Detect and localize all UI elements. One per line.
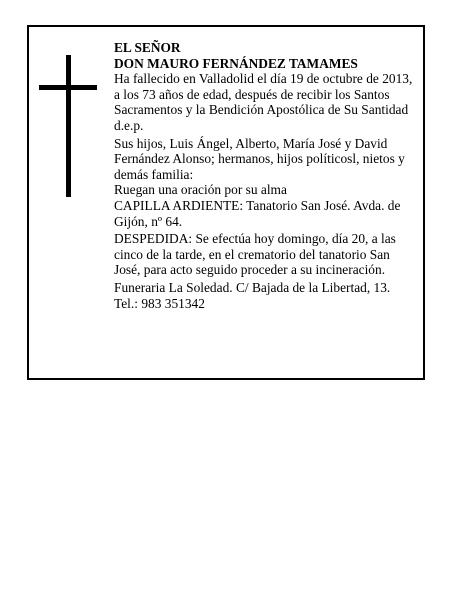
text-line: d.e.p.: [114, 117, 144, 133]
text-line: CAPILLA ARDIENTE: Tanatorio San José. Avda. de: [114, 197, 401, 213]
text-line: José, para acto seguido proceder a su incineración.: [114, 262, 386, 278]
family-paragraph: [114, 136, 419, 183]
chapel-paragraph: [114, 198, 419, 229]
funeral-home-paragraph: [114, 280, 419, 311]
text-line: Ruegan una oración por su alma: [114, 182, 287, 198]
death-announcement-paragraph: [114, 71, 419, 133]
cross-icon: [39, 55, 97, 197]
farewell-paragraph: [114, 231, 419, 278]
text-line: Fernández Alonso; hermanos, hijos políticosl, nietos y: [114, 151, 405, 167]
prayer-request-paragraph: [114, 182, 419, 198]
text-line: Ha fallecido en Valladolid el día 19 de octubre de 2013,: [114, 71, 413, 87]
text-line: cinco de la tarde, en el crematorio del tanatorio San: [114, 246, 390, 262]
text-line: DESPEDIDA: Se efectúa hoy domingo, día 20, a las: [114, 231, 396, 247]
title-line-2: DON MAURO FERNÁNDEZ TAMAMES: [114, 55, 358, 71]
cross-vertical-bar: [66, 55, 71, 197]
text-line: Funeraria La Soledad. C/ Bajada de la Libertad, 13.: [114, 279, 391, 295]
text-line: Sus hijos, Luis Ángel, Alberto, María José y David: [114, 135, 388, 151]
title-line-1: EL SEÑOR: [114, 40, 181, 55]
text-line: Sacramentos y la Bendición Apostólica de Su Santidad: [114, 102, 409, 118]
text-line: demás familia:: [114, 166, 194, 182]
obituary-notice-frame: [27, 25, 425, 380]
text-line: a los 73 años de edad, después de recibir los Santos: [114, 86, 390, 102]
text-line: Tel.: 983 351342: [114, 295, 205, 311]
text-line: Gijón, nº 64.: [114, 213, 183, 229]
cross-horizontal-bar: [39, 85, 97, 90]
obituary-text: [114, 40, 419, 311]
